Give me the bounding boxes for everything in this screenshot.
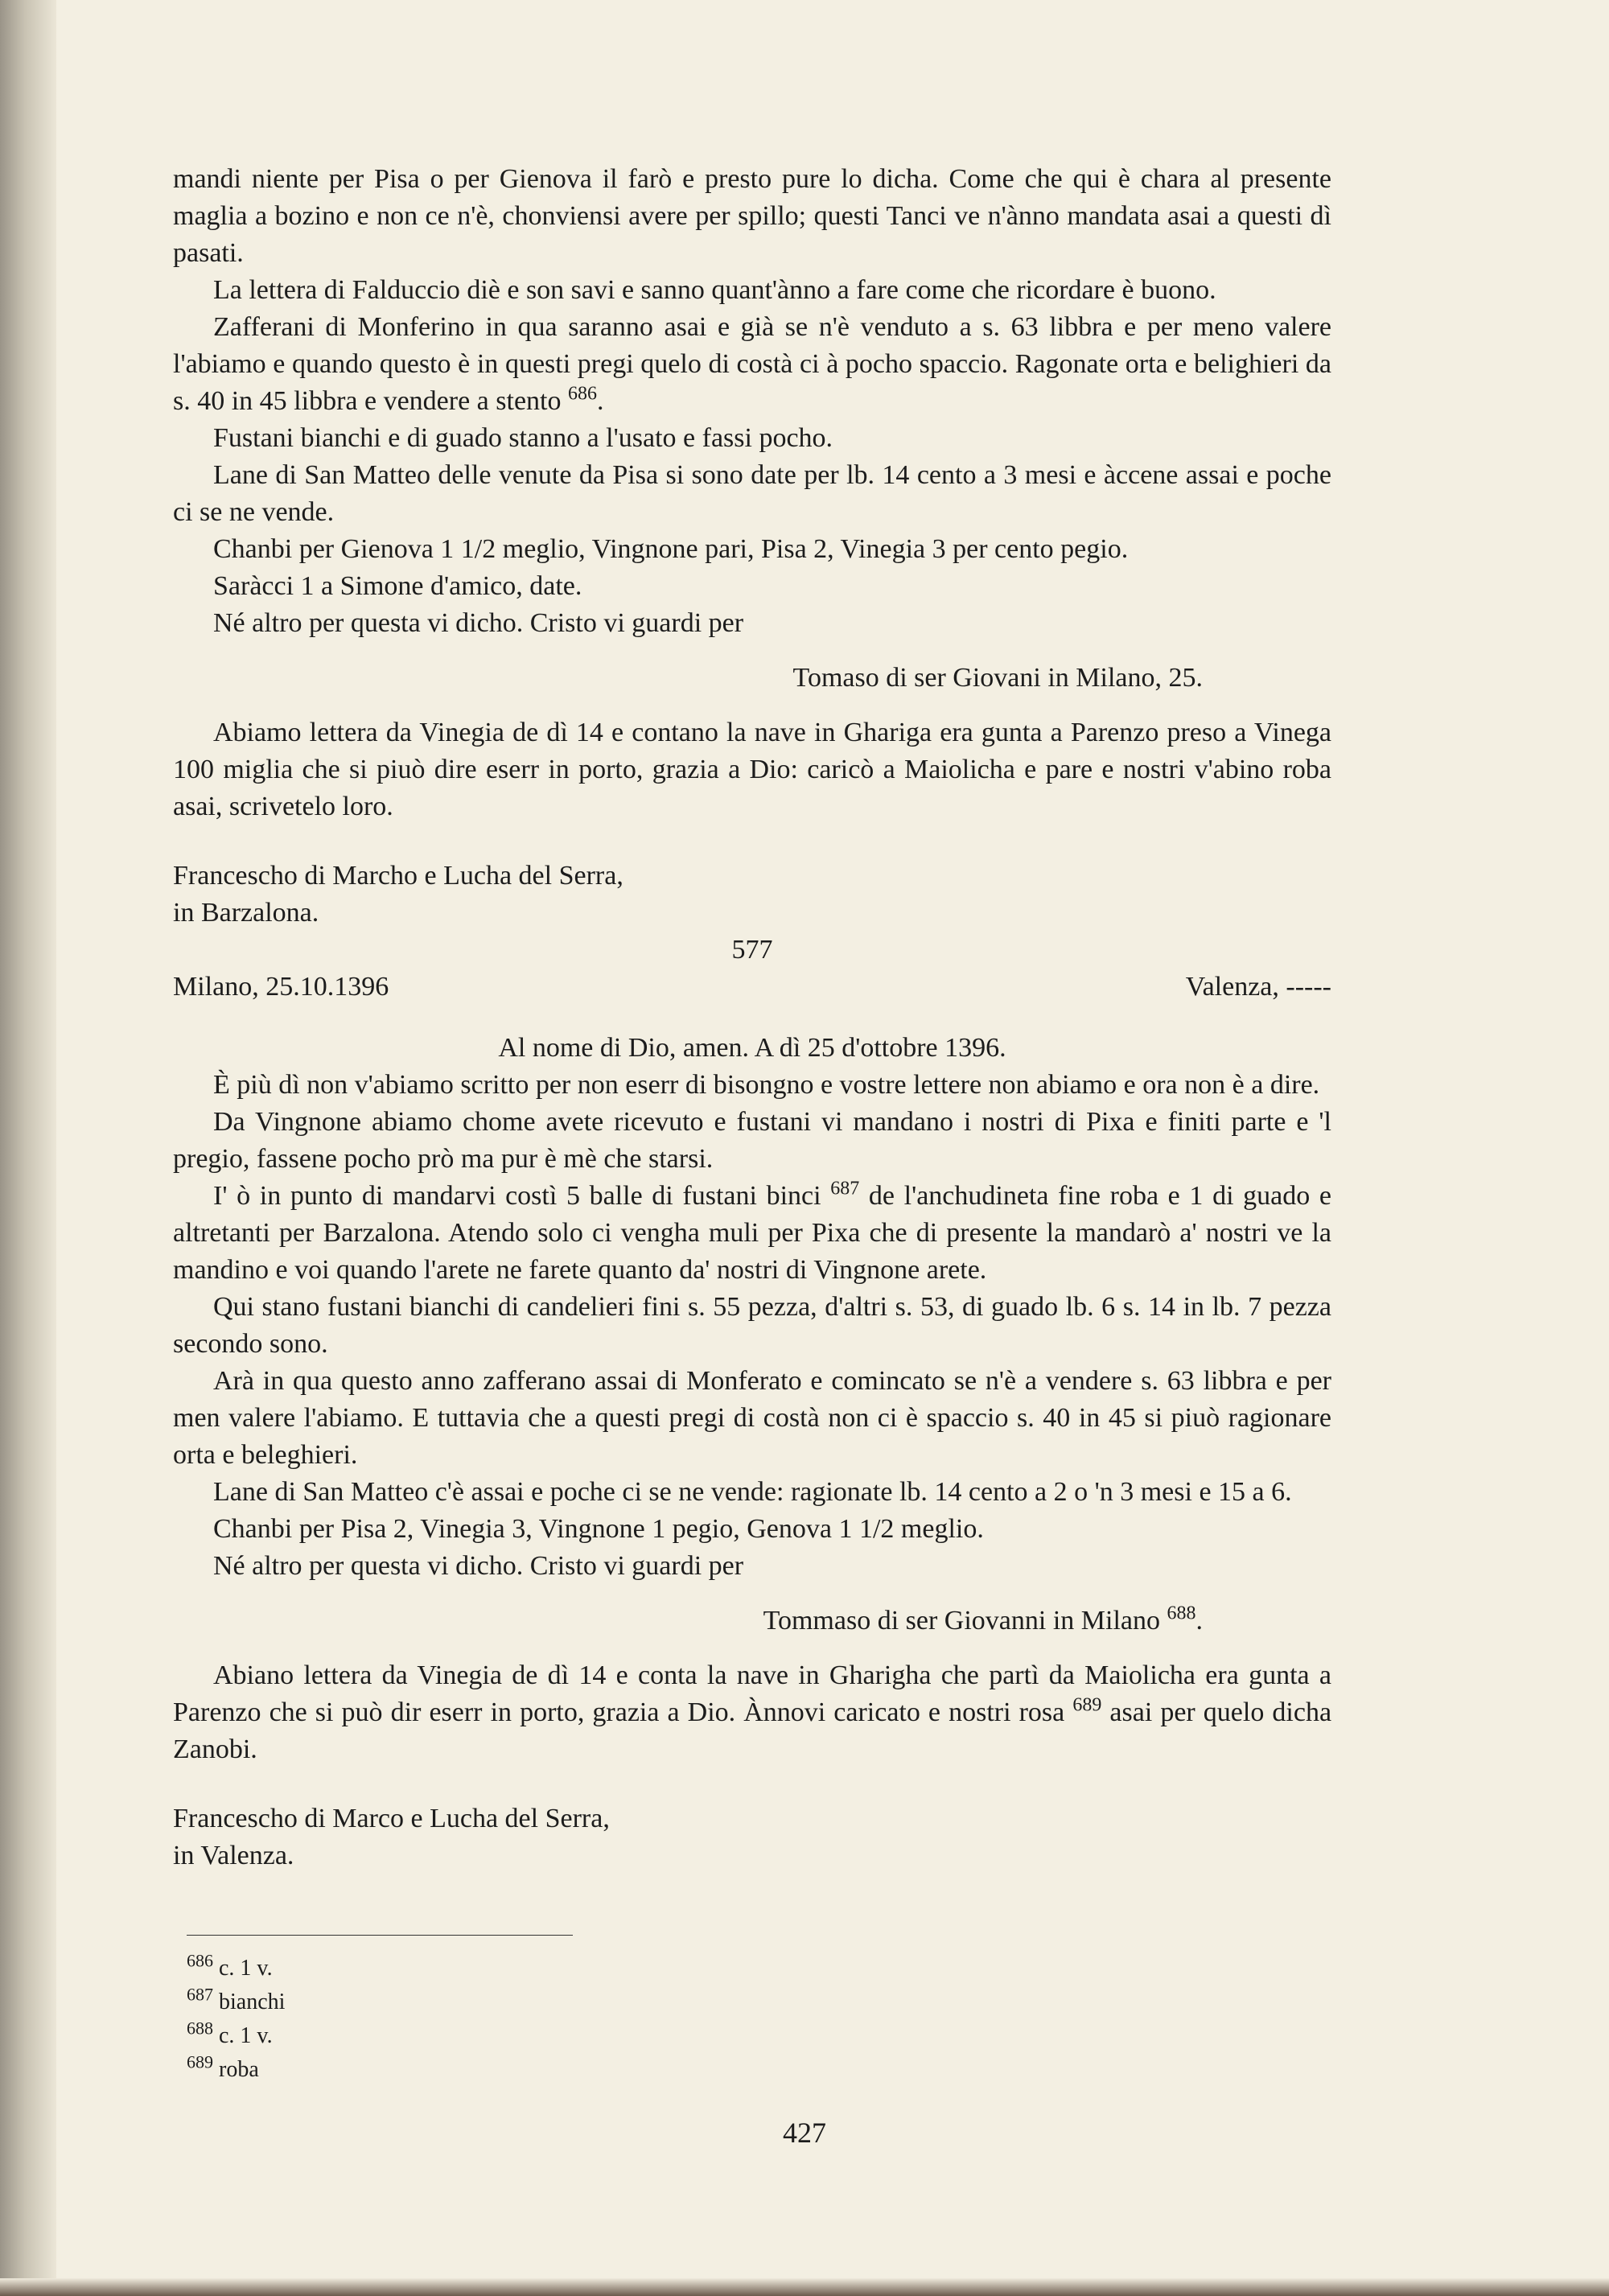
date-left: Milano, 25.10.1396 — [173, 972, 389, 1002]
paragraph: Qui stano fustani bianchi di candelieri fini s. 55 pezza, d'altri s. 53, di guado lb. 6 s. 14 in lb. 7 pezza secondo sono. — [173, 1292, 1331, 1359]
address-line: Francescho di Marco e Lucha del Serra, — [173, 1804, 610, 1833]
footnote — [187, 1985, 589, 2019]
dateline — [173, 969, 1331, 1006]
footnote-number: 689 — [187, 2051, 213, 2072]
paragraph: mandi niente per Pisa o per Gienova il farò e presto pure lo dicha. Come che qui è chara al presente maglia a bozino e non ce n'è, chonviensi avere per spillo; questi Tanci ve n'ànno mandata asai a questi dì pasati. — [173, 164, 1331, 268]
postscript — [173, 1657, 1331, 1768]
footnote-text: c. 1 v. — [219, 1956, 273, 1981]
footnote-ref: 688 — [1167, 1603, 1196, 1624]
footnote-text: roba — [219, 2057, 259, 2082]
footnotes — [187, 1935, 589, 2087]
page-number: 427 — [783, 2117, 826, 2149]
paragraph-text: de l'anchudineta fine roba e 1 di guado e altretanti per Barzalona. Atendo solo ci vengha muli per Pixa che di presente la mandarò a' nostri ve la mandino e voi quando l'arete ne farete quanto da' nostri di Vingnone arete. — [173, 1181, 1331, 1285]
footnote — [187, 2019, 589, 2053]
footnote-ref: 687 — [830, 1178, 860, 1199]
footnote — [187, 1952, 589, 1985]
paragraph: Arà in qua questo anno zafferano assai di Monferato e comincato se n'è a vendere s. 63 libbra e per men valere l'abiamo. E tuttavia che a questi pregi di costà non ci è spaccio s. 40 in 45 si piuò ragionare orta e beleghieri. — [173, 1366, 1331, 1470]
footnote-number: 687 — [187, 1984, 213, 2005]
postscript-text: Abiano lettera da Vinegia de dì 14 e conta la nave in Gharigha che partì da Maiolicha era gunta a Parenzo che si può dir eserr in porto, grazia a Dio. Ànnovi caricato e nostri rosa — [173, 1660, 1331, 1727]
paragraph: Zafferani di Monferino in qua saranno asai e già se n'è venduto a s. 63 libbra e per meno valere l'abiamo e quando questo è in questi pregi quelo di costà ci à pocho spaccio. Ragonate orta e belighieri da s. 40 in 45 libbra e vendere a stento $^{686}$. — [173, 312, 1331, 416]
book-gutter-shadow — [0, 0, 56, 2296]
paragraph — [173, 1178, 1331, 1289]
paragraph-text: I' ò in punto di mandarvi costì 5 balle di fustani binci — [213, 1181, 821, 1211]
paragraph: Lane di San Matteo delle venute da Pisa si sono date per lb. 14 cento a 3 mesi e àccene assai e poche ci se ne vende. — [173, 460, 1331, 527]
paragraph: È più dì non v'abiamo scritto per non eserr di bisongno e vostre lettere non abiamo e ora non è a dire. — [213, 1070, 1320, 1100]
paragraph: Fustani bianchi e di guado stanno a l'usato e fassi pocho. — [213, 423, 833, 453]
address-line: in Valenza. — [173, 1841, 294, 1870]
postscript: Abiamo lettera da Vinegia de dì 14 e contano la nave in Ghariga era gunta a Parenzo preso a Vinega 100 miglia che si piuò dire eserr in porto, grazia a Dio: caricò a Maiolicha e pare e nostri v'abino roba asai, scrivetelo loro. — [173, 718, 1331, 821]
address-line: in Barzalona. — [173, 898, 319, 928]
letter-opening: Al nome di Dio, amen. A dì 25 d'ottobre 1396. — [498, 1033, 1006, 1063]
paragraph: Chanbi per Gienova 1 1/2 meglio, Vingnone pari, Pisa 2, Vinegia 3 per cento pegio. — [213, 534, 1129, 564]
page-bottom-edge — [0, 2278, 1609, 2296]
paragraph: Saràcci 1 a Simone d'amico, date. — [213, 571, 582, 601]
address-line: Francescho di Marcho e Lucha del Serra, — [173, 861, 623, 891]
footnote-ref: 686 — [567, 383, 597, 405]
paragraph: Da Vingnone abiamo chome avete ricevuto e fustani vi mandano i nostri di Pixa e finiti parte e 'l pregio, fassene pocho prò ma pur è mè che starsi. — [173, 1107, 1331, 1174]
paragraph: Chanbi per Pisa 2, Vinegia 3, Vingnone 1 pegio, Genova 1 1/2 meglio. — [213, 1514, 984, 1544]
footnote-text: bianchi — [219, 1989, 286, 2014]
paragraph-text: Zafferani di Monferino in qua saranno asai e già se n'è venduto a s. 63 libbra e per meno valere l'abiamo e quando questo è in questi pregi quelo di costà ci à pocho spaccio. Ragonate orta e belighieri da s. 40 in 45 libbra e vendere a stento — [173, 312, 1331, 416]
footnote-text: c. 1 v. — [219, 2023, 273, 2048]
footnote — [187, 2053, 589, 2087]
footnote-ref: 689 — [1072, 1694, 1102, 1716]
paragraph: La lettera di Falduccio diè e son savi e sanno quant'ànno a fare come che ricordare è buono. — [213, 275, 1216, 305]
paragraph: Lane di San Matteo c'è assai e poche ci se ne vende: ragionate lb. 14 cento a 2 o 'n 3 mesi e 15 a 6. — [213, 1477, 1292, 1507]
paragraph: Né altro per questa vi dicho. Cristo vi guardi per — [213, 608, 744, 638]
letter-number: 577 — [731, 935, 773, 965]
footnote-number: 686 — [187, 1950, 213, 1971]
signature-text: Tommaso di ser Giovanni in Milano — [763, 1606, 1160, 1636]
footnote-number: 688 — [187, 2018, 213, 2039]
footnote-rule — [187, 1935, 573, 1936]
paragraph: Né altro per questa vi dicho. Cristo vi guardi per — [213, 1551, 744, 1581]
postscript-text: asai per quelo dicha Zanobi. — [173, 1697, 1332, 1764]
page-body — [173, 161, 1331, 1874]
signature: Tomaso di ser Giovani in Milano, 25. — [792, 663, 1203, 693]
signature: Tommaso di ser Giovanni in Milano $^{688}$. — [763, 1603, 1203, 1636]
date-right: Valenza, ----- — [1185, 972, 1331, 1002]
